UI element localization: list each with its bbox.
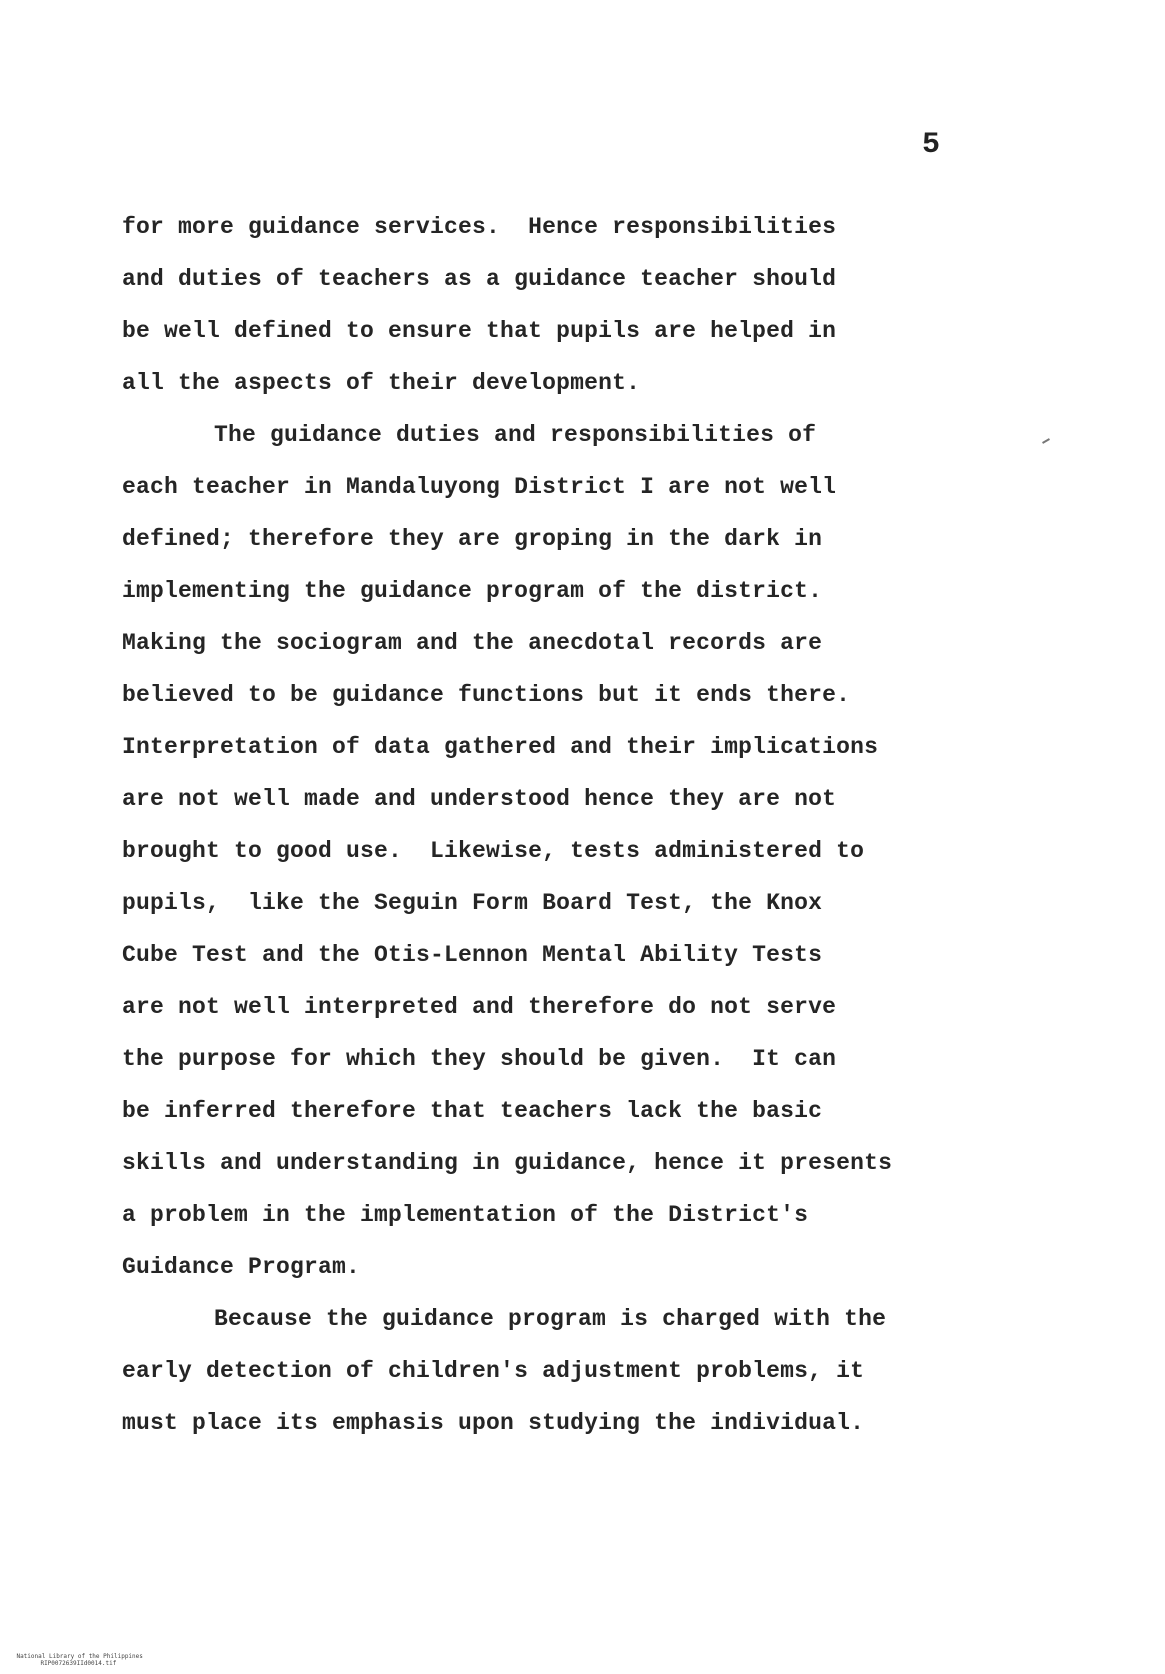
text-line: Guidance Program. xyxy=(122,1254,361,1280)
text-line: be well defined to ensure that pupils are helped in xyxy=(122,318,837,344)
paragraph-start-line: The guidance duties and responsibilities of xyxy=(214,422,817,448)
footer-file-id: RIP0072639IId0014.tif xyxy=(40,1660,117,1667)
footer-library: National Library of the Philippines xyxy=(16,1653,143,1660)
text-line: brought to good use. Likewise, tests administered to xyxy=(122,838,865,864)
body-text xyxy=(122,201,1002,1449)
text-line: implementing the guidance program of the district. xyxy=(122,578,823,604)
text-line: are not well made and understood hence they are not xyxy=(122,786,837,812)
text-line: the purpose for which they should be given. It can xyxy=(122,1046,837,1072)
text-line: be inferred therefore that teachers lack the basic xyxy=(122,1098,823,1124)
text-line: Interpretation of data gathered and their implications xyxy=(122,734,879,760)
text-line: defined; therefore they are groping in the dark in xyxy=(122,526,823,552)
text-line: must place its emphasis upon studying the individual. xyxy=(122,1410,865,1436)
text-line: for more guidance services. Hence responsibilities xyxy=(122,214,837,240)
text-line: each teacher in Mandaluyong District I are not well xyxy=(122,474,837,500)
text-line: Making the sociogram and the anecdotal records are xyxy=(122,630,823,656)
text-line: pupils, like the Seguin Form Board Test, the Knox xyxy=(122,890,823,916)
text-line: Cube Test and the Otis-Lennon Mental Ability Tests xyxy=(122,942,823,968)
text-line: believed to be guidance functions but it ends there. xyxy=(122,682,851,708)
text-line: and duties of teachers as a guidance teacher should xyxy=(122,266,837,292)
page-number: 5 xyxy=(922,128,941,162)
text-line: are not well interpreted and therefore do not serve xyxy=(122,994,837,1020)
text-line: skills and understanding in guidance, hence it presents xyxy=(122,1150,893,1176)
stray-ink-mark xyxy=(1042,438,1050,444)
text-line: a problem in the implementation of the District's xyxy=(122,1202,809,1228)
paragraph-start-line: Because the guidance program is charged with the xyxy=(214,1306,887,1332)
text-line: all the aspects of their development. xyxy=(122,370,641,396)
scan-footer xyxy=(2,1646,143,1674)
text-line: early detection of children's adjustment problems, it xyxy=(122,1358,865,1384)
